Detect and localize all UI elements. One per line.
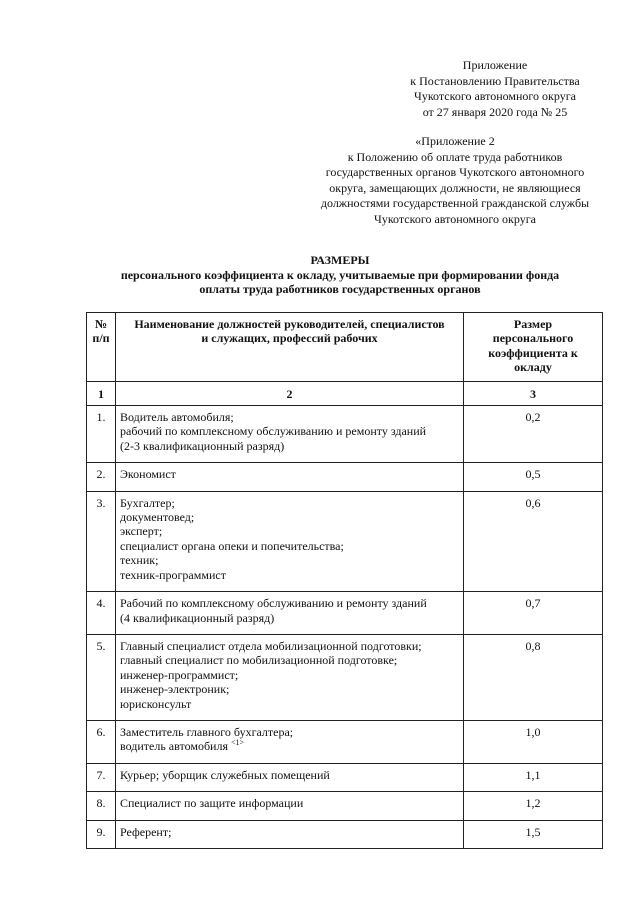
header-position-name: Наименование должностей руководителей, специалистов и служащих, профессий рабочих (116, 313, 464, 382)
appendix2-line: округа, замещающих должности, не являющиеся (329, 180, 581, 195)
position-line: юрисконсульт (120, 696, 192, 711)
row-number: 8. (87, 792, 116, 820)
coefficients-table (86, 312, 603, 849)
row-coefficient: 0,5 (464, 463, 603, 491)
table-row (87, 763, 603, 791)
row-positions (116, 792, 464, 820)
appendix2-line: Чукотского автономного округа (374, 211, 536, 226)
row-positions (116, 406, 464, 463)
appendix2-header (300, 134, 610, 228)
index-cell: 2 (116, 381, 464, 405)
position-line: Водитель автомобиля; (120, 410, 234, 425)
appendix-header (395, 58, 595, 120)
table-row (87, 634, 603, 720)
row-number: 3. (87, 491, 116, 591)
position-line: главный специалист по мобилизационной подготовке; (120, 653, 398, 668)
position-line: эксперт; (120, 524, 163, 539)
appendix2-line: государственных органов Чукотского автономного (325, 165, 585, 180)
position-line: Бухгалтер; (120, 495, 175, 510)
row-number: 7. (87, 763, 116, 791)
position-line: документовед; (120, 510, 195, 525)
row-coefficient: 1,2 (464, 792, 603, 820)
footnote-marker: <1> (230, 738, 245, 748)
row-positions (116, 763, 464, 791)
appendix2-line: «Приложение 2 (415, 134, 495, 148)
position-line: (4 квалификационный разряд) (120, 610, 275, 625)
row-number: 4. (87, 592, 116, 635)
row-number: 2. (87, 463, 116, 491)
appendix-line: от 27 января 2020 года № 25 (422, 104, 568, 119)
table-row (87, 491, 603, 591)
row-coefficient: 0,8 (464, 634, 603, 720)
table-row (87, 720, 603, 763)
position-line: водитель автомобиля $^{<1>}$ (120, 738, 245, 754)
title-line: персонального коэффициента к окладу, учитываемые при формировании фонда (120, 267, 560, 282)
appendix2-line: должностями государственной гражданской службы (320, 196, 590, 211)
position-line: техник-программист (120, 567, 226, 582)
position-line: Главный специалист отдела мобилизационной подготовки; (120, 638, 422, 653)
row-positions (116, 634, 464, 720)
index-cell: 1 (87, 381, 116, 405)
row-positions (116, 820, 464, 848)
row-number: 6. (87, 720, 116, 763)
position-line: инженер-электроник; (120, 682, 230, 697)
position-line: специалист органа опеки и попечительства; (120, 538, 344, 553)
table-header-row (87, 313, 603, 382)
table-row (87, 792, 603, 820)
row-positions (116, 491, 464, 591)
row-coefficient: 1,0 (464, 720, 603, 763)
row-number: 9. (87, 820, 116, 848)
row-positions (116, 592, 464, 635)
row-positions (116, 463, 464, 491)
title-line: оплаты труда работников государственных органов (199, 282, 481, 296)
position-line: техник; (120, 553, 159, 568)
position-line: Заместитель главного бухгалтера; (120, 724, 294, 739)
appendix2-line: к Положению об оплате труда работников (347, 149, 563, 164)
table-index-row (87, 381, 603, 405)
position-line: инженер-программист; (120, 667, 239, 682)
row-coefficient: 0,6 (464, 491, 603, 591)
document-title (80, 253, 600, 297)
row-positions (116, 720, 464, 763)
position-line: Курьер; уборщик служебных помещений (120, 767, 330, 782)
position-line: Рабочий по комплексному обслуживанию и ремонту зданий (120, 596, 427, 611)
row-number: 1. (87, 406, 116, 463)
row-coefficient: 0,2 (464, 406, 603, 463)
header-number: № п/п (87, 313, 116, 382)
position-line: Экономист (120, 467, 176, 482)
index-cell: 3 (464, 381, 603, 405)
row-coefficient: 0,7 (464, 592, 603, 635)
appendix-line: Чукотского автономного округа (414, 89, 576, 104)
table-row (87, 463, 603, 491)
row-number: 5. (87, 634, 116, 720)
header-coefficient: Размер персонального коэффициента к окладу (464, 313, 603, 382)
position-line: Референт; (120, 824, 172, 839)
table-row (87, 592, 603, 635)
position-line: рабочий по комплексному обслуживанию и ремонту зданий (120, 424, 427, 439)
appendix-line: к Постановлению Правительства (410, 73, 580, 88)
table-row (87, 820, 603, 848)
title-heading: РАЗМЕРЫ (310, 253, 370, 267)
row-coefficient: 1,5 (464, 820, 603, 848)
appendix-line: Приложение (462, 58, 528, 72)
position-line: Специалист по защите информации (120, 796, 304, 811)
position-line: (2-3 квалификационный разряд) (120, 438, 285, 453)
table-row (87, 406, 603, 463)
row-coefficient: 1,1 (464, 763, 603, 791)
